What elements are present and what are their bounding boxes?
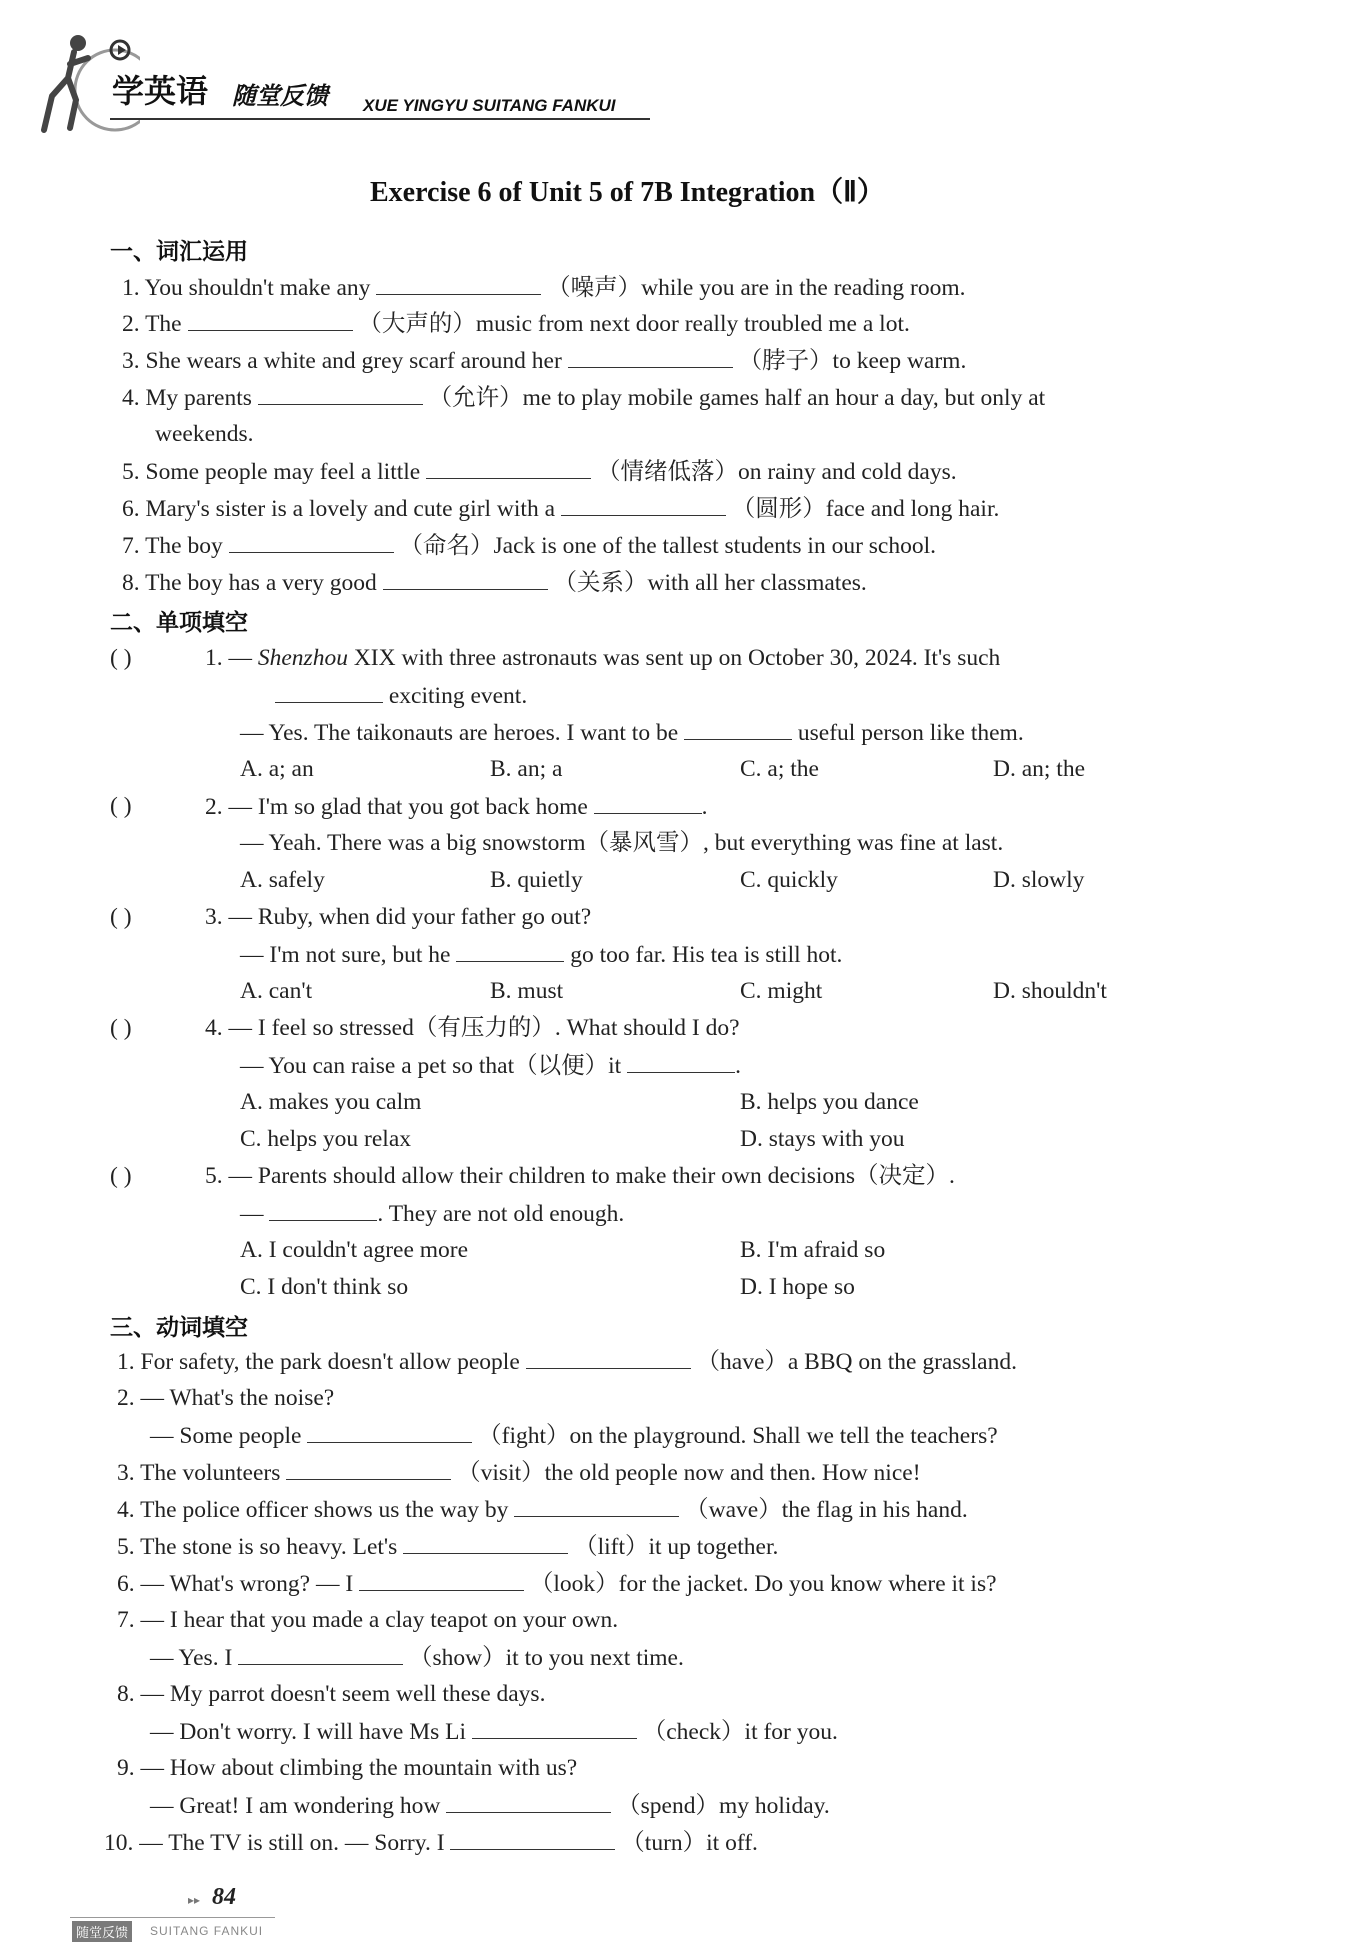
vocab-item: 4. My parents （允许）me to play mobile games half an hour a day, but only at <box>122 382 1045 413</box>
verb-item: 4. The police officer shows us the way by （wave）the flag in his hand. <box>117 1494 968 1525</box>
option-d[interactable]: D. I hope so <box>740 1274 855 1300</box>
answer-blank[interactable] <box>258 382 423 405</box>
option-d[interactable]: D. shouldn't <box>993 978 1107 1004</box>
option-a[interactable]: A. makes you calm <box>240 1089 422 1115</box>
option-b[interactable]: B. helps you dance <box>740 1089 919 1115</box>
mcq-question: 4. — I feel so stressed（有压力的）. What should I do? <box>205 1015 740 1041</box>
answer-blank[interactable] <box>426 456 591 479</box>
mcq-response: — . They are not old enough. <box>240 1198 624 1229</box>
vocab-item: 8. The boy has a very good （关系）with all her classmates. <box>122 567 867 598</box>
option-c[interactable]: C. helps you relax <box>240 1126 411 1152</box>
mcq-response: — Yeah. There was a big snowstorm（暴风雪）, but everything was fine at last. <box>240 830 1004 856</box>
brand-title-en: XUE YINGYU SUITANG FANKUI <box>363 96 616 115</box>
verb-item-response: — Yes. I （show）it to you next time. <box>150 1642 684 1673</box>
brand-title-cn: 学英语 <box>112 72 209 110</box>
verb-item: 1. For safety, the park doesn't allow people （have）a BBQ on the grassland. <box>117 1346 1017 1377</box>
verb-item-response: — Don't worry. I will have Ms Li （check）it for you. <box>150 1716 838 1747</box>
answer-bracket[interactable]: ( ) <box>110 645 132 671</box>
vocab-item: 2. The （大声的）music from next door really troubled me a lot. <box>122 308 910 339</box>
vocab-item: 5. Some people may feel a little （情绪低落）on rainy and cold days. <box>122 456 957 487</box>
mcq-question: 1. — Shenzhou XIX with three astronauts was sent up on October 30, 2024. It's such <box>205 645 1001 671</box>
footer-line <box>70 1917 275 1918</box>
verb-item: 2. — What's the noise? <box>117 1385 335 1411</box>
answer-blank[interactable] <box>472 1716 637 1739</box>
verb-item: 8. — My parrot doesn't seem well these days. <box>117 1681 546 1707</box>
option-d[interactable]: D. stays with you <box>740 1126 905 1152</box>
answer-blank[interactable] <box>456 939 564 962</box>
option-d[interactable]: D. an; the <box>993 756 1086 782</box>
answer-blank[interactable] <box>526 1346 691 1369</box>
answer-bracket[interactable]: ( ) <box>110 904 132 930</box>
answer-blank[interactable] <box>359 1568 524 1591</box>
page-number: 84 <box>212 1884 236 1910</box>
verb-item: 5. The stone is so heavy. Let's （lift）it up together. <box>117 1531 778 1562</box>
answer-blank[interactable] <box>561 493 726 516</box>
answer-bracket[interactable]: ( ) <box>110 1015 132 1041</box>
verb-item: 9. — How about climbing the mountain with us? <box>117 1755 578 1781</box>
answer-blank[interactable] <box>568 345 733 368</box>
option-a[interactable]: A. I couldn't agree more <box>240 1237 469 1263</box>
verb-item: 3. The volunteers （visit）the old people now and then. How nice! <box>117 1457 921 1488</box>
verb-item: 6. — What's wrong? — I （look）for the jacket. Do you know where it is? <box>117 1568 997 1599</box>
verb-item-response: — Great! I am wondering how （spend）my holiday. <box>150 1790 830 1821</box>
mcq-response: — You can raise a pet so that（以便）it . <box>240 1050 741 1081</box>
option-a[interactable]: A. a; an <box>240 756 314 782</box>
option-c[interactable]: C. I don't think so <box>240 1274 409 1300</box>
answer-blank[interactable] <box>403 1531 568 1554</box>
mcq-response: — I'm not sure, but he go too far. His tea is still hot. <box>240 939 842 970</box>
option-c[interactable]: C. might <box>740 978 823 1004</box>
option-d[interactable]: D. slowly <box>993 867 1085 893</box>
vocab-item: 6. Mary's sister is a lovely and cute girl with a （圆形）face and long hair. <box>122 493 999 524</box>
option-c[interactable]: C. a; the <box>740 756 819 782</box>
answer-blank[interactable] <box>307 1420 472 1443</box>
option-b[interactable]: B. an; a <box>490 756 563 782</box>
vocab-item: 1. You shouldn't make any （噪声）while you are in the reading room. <box>122 272 966 303</box>
section1-heading: 一、词汇运用 <box>110 239 248 265</box>
answer-blank[interactable] <box>286 1457 451 1480</box>
mcq-response: — Yes. The taikonauts are heroes. I want to be useful person like them. <box>240 717 1024 748</box>
section3-heading: 三、动词填空 <box>110 1315 248 1341</box>
page-marker-icon: ▸▸ <box>188 1893 201 1907</box>
answer-blank[interactable] <box>238 1642 403 1665</box>
footer-label-en: SUITANG FANKUI <box>150 1924 264 1938</box>
answer-blank[interactable] <box>188 308 353 331</box>
answer-blank[interactable] <box>446 1790 611 1813</box>
answer-bracket[interactable]: ( ) <box>110 793 132 819</box>
verb-item: 7. — I hear that you made a clay teapot on your own. <box>117 1607 619 1633</box>
brand-subtitle-cn: 随堂反馈 <box>232 82 328 110</box>
mcq-question: 2. — I'm so glad that you got back home . <box>205 791 708 822</box>
page-title: Exercise 6 of Unit 5 of 7B Integration（Ⅱ） <box>370 177 885 208</box>
answer-blank[interactable] <box>275 680 383 703</box>
header-underline <box>110 118 650 120</box>
footer-label-cn: 随堂反馈 <box>72 1921 132 1942</box>
option-a[interactable]: A. safely <box>240 867 325 893</box>
option-c[interactable]: C. quickly <box>740 867 838 893</box>
verb-item: 10. — The TV is still on. — Sorry. I （turn）it off. <box>104 1827 758 1858</box>
verb-item-response: — Some people （fight）on the playground. Shall we tell the teachers? <box>150 1420 998 1451</box>
answer-blank[interactable] <box>269 1198 377 1221</box>
answer-blank[interactable] <box>229 530 394 553</box>
option-b[interactable]: B. quietly <box>490 867 583 893</box>
section2-heading: 二、单项填空 <box>110 610 248 636</box>
option-b[interactable]: B. I'm afraid so <box>740 1237 886 1263</box>
answer-blank[interactable] <box>450 1827 615 1850</box>
answer-bracket[interactable]: ( ) <box>110 1163 132 1189</box>
mcq-question: 3. — Ruby, when did your father go out? <box>205 904 592 930</box>
answer-blank[interactable] <box>514 1494 679 1517</box>
mcq-question-cont: exciting event. <box>275 680 527 711</box>
answer-blank[interactable] <box>383 567 548 590</box>
vocab-item-continued: weekends. <box>155 421 254 447</box>
option-a[interactable]: A. can't <box>240 978 313 1004</box>
answer-blank[interactable] <box>594 791 702 814</box>
mcq-question: 5. — Parents should allow their children to make their own decisions（决定）. <box>205 1163 955 1189</box>
vocab-item: 7. The boy （命名）Jack is one of the tallest students in our school. <box>122 530 936 561</box>
answer-blank[interactable] <box>376 272 541 295</box>
option-b[interactable]: B. must <box>490 978 564 1004</box>
answer-blank[interactable] <box>684 717 792 740</box>
vocab-item: 3. She wears a white and grey scarf around her （脖子）to keep warm. <box>122 345 966 376</box>
answer-blank[interactable] <box>627 1050 735 1073</box>
